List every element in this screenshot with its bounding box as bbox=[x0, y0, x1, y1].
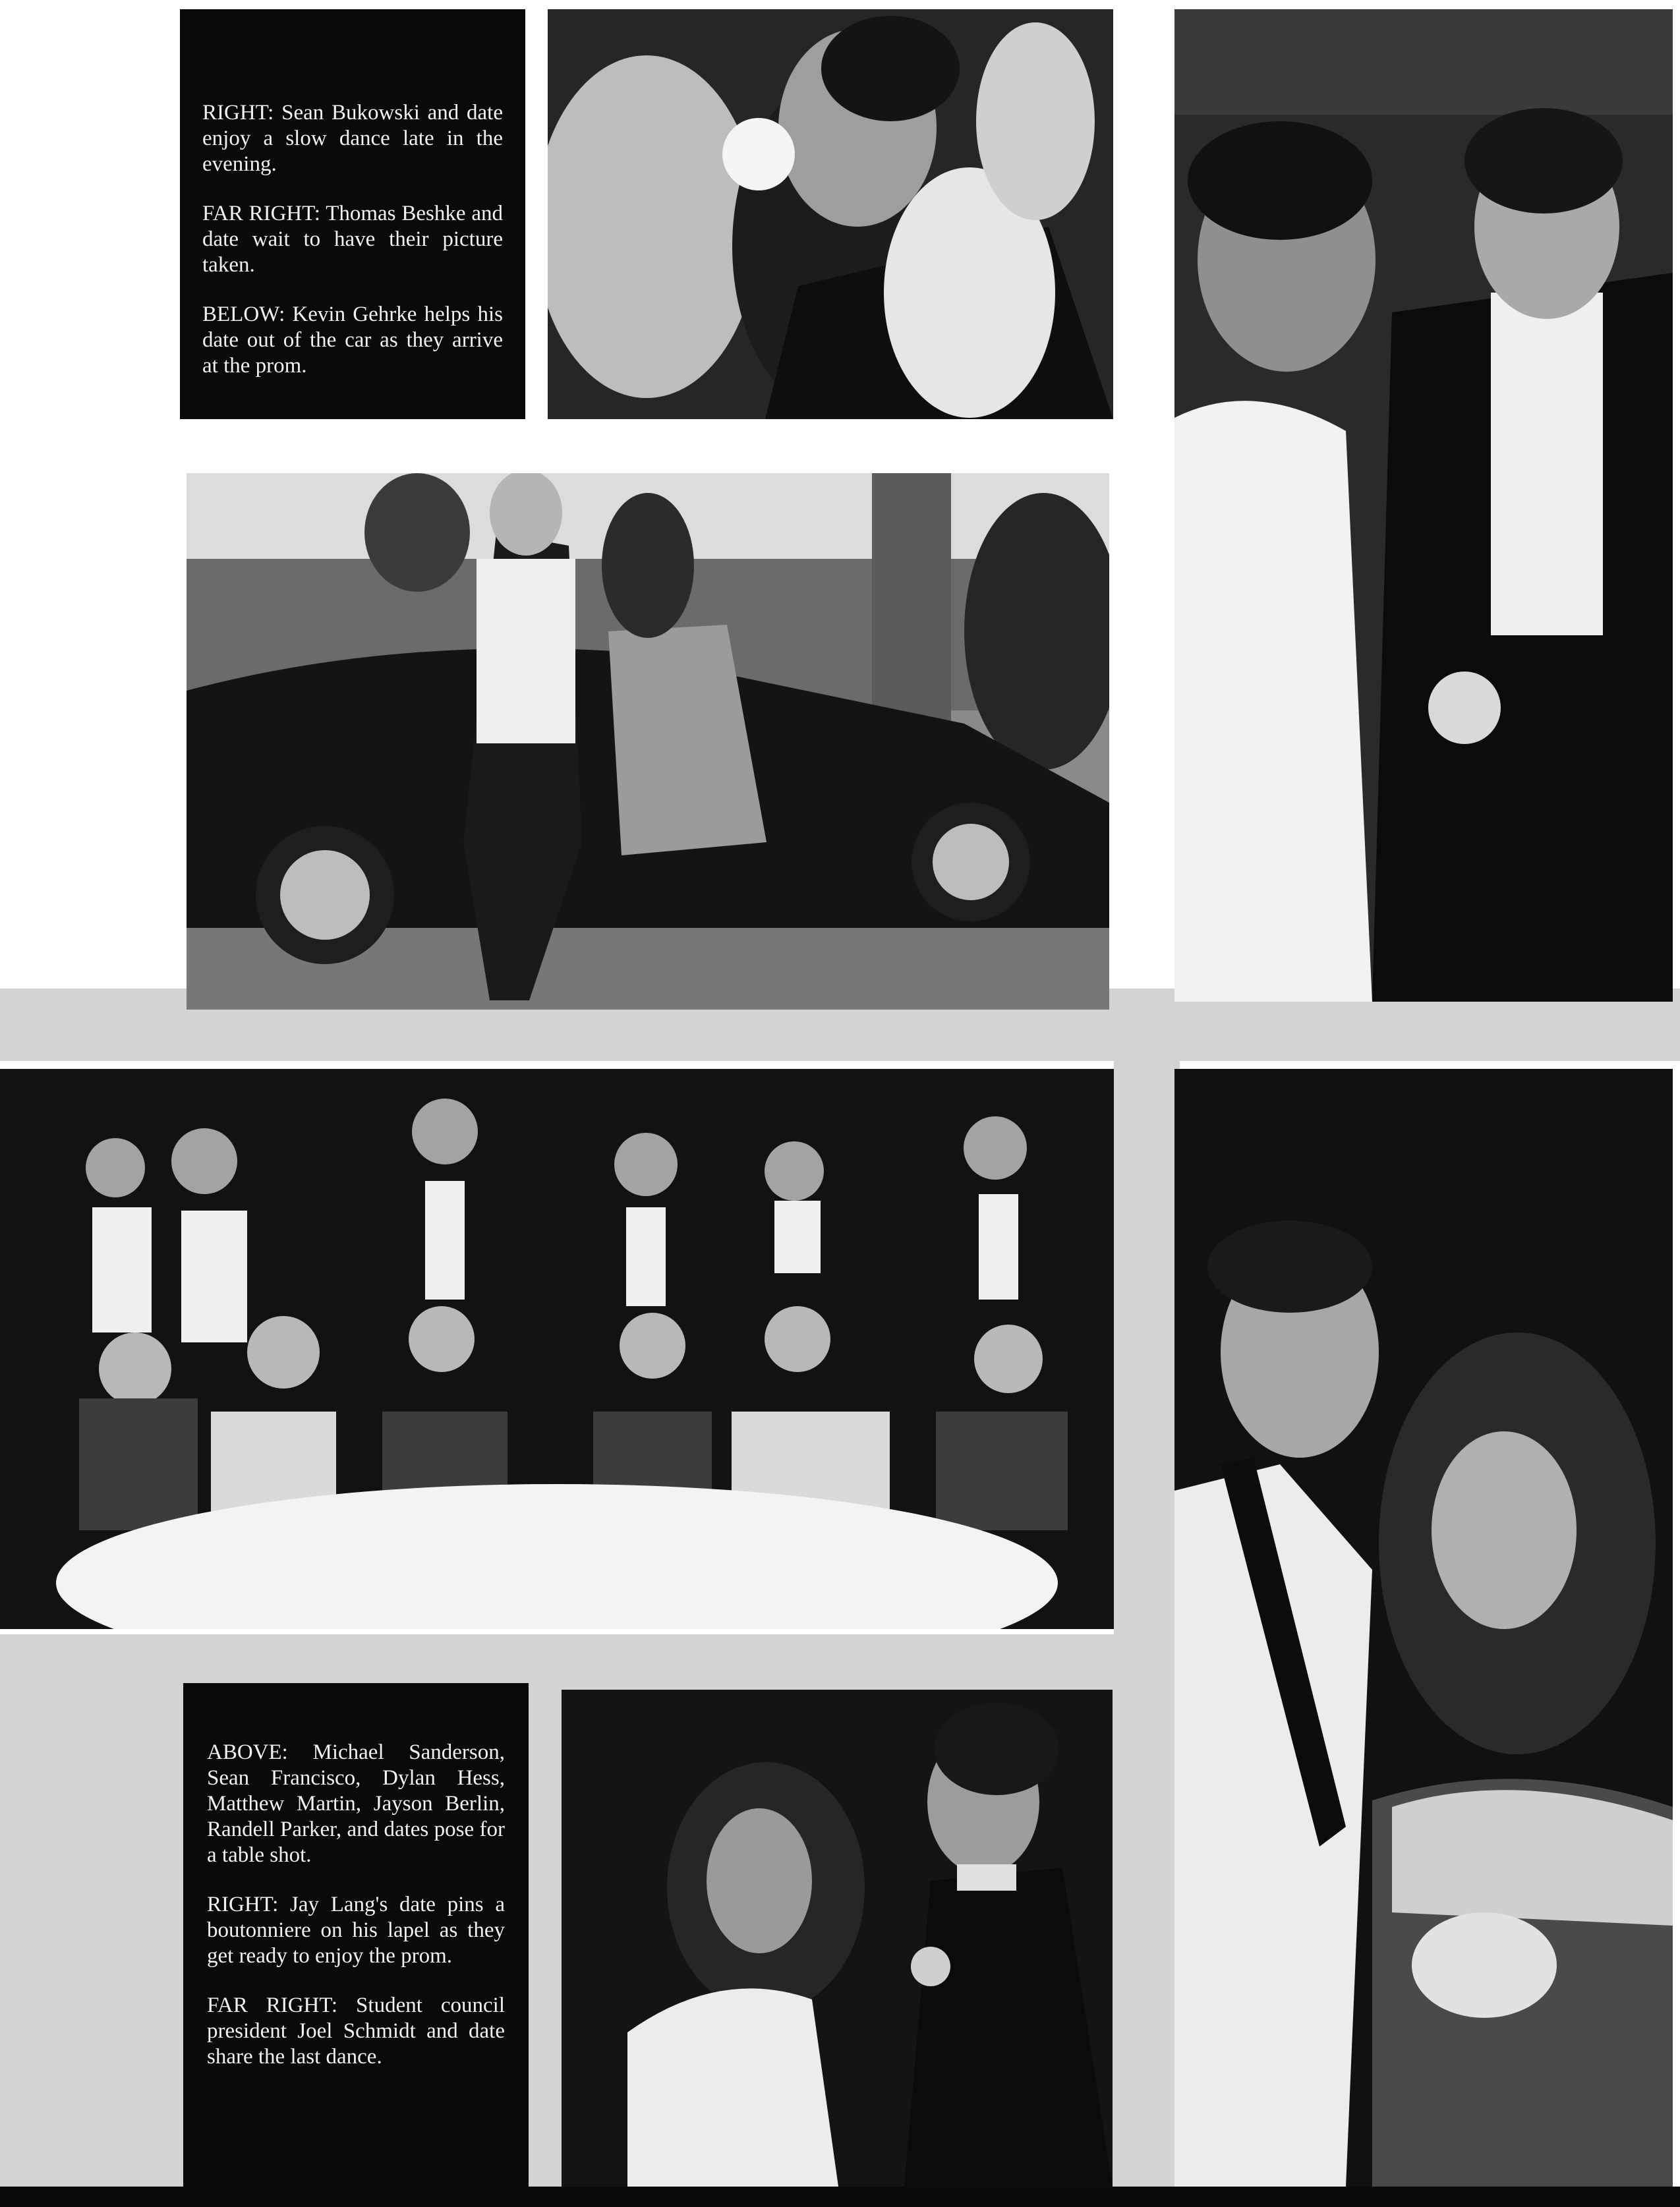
photo-last-dance bbox=[1174, 1069, 1673, 2187]
caption-below-car: BELOW: Kevin Gehrke helps his date out of the car as they arrive at the prom. bbox=[202, 302, 503, 378]
gray-band-vertical bbox=[1114, 989, 1180, 2187]
caption-far-right-picture: FAR RIGHT: Thomas Beshke and date wait to have their picture taken. bbox=[202, 202, 503, 277]
photo-table-shot bbox=[0, 1069, 1114, 1629]
caption-box-bottom bbox=[183, 1683, 529, 2187]
caption-right-slow-dance: RIGHT: Sean Bukowski and date enjoy a slow dance late in the evening. bbox=[202, 101, 503, 176]
caption-far-right-last-dance: FAR RIGHT: Student council president Joel Schmidt and date share the last dance. bbox=[207, 1993, 505, 2069]
photo-waiting-for-picture bbox=[1174, 9, 1673, 1002]
photo-slow-dance bbox=[548, 9, 1113, 419]
photo-boutonniere bbox=[562, 1690, 1113, 2187]
caption-box-top bbox=[180, 9, 525, 419]
bottom-edge-strip bbox=[0, 2187, 1680, 2207]
photo-arriving-car bbox=[187, 473, 1109, 1010]
caption-right-boutonniere: RIGHT: Jay Lang's date pins a boutonniere on his lapel as they get ready to enjoy the prom. bbox=[207, 1893, 505, 1968]
caption-above-table-shot: ABOVE: Michael Sanderson, Sean Francisco, Dylan Hess, Matthew Martin, Jayson Berlin, Randell Parker, and dates pose for a table shot. bbox=[207, 1740, 505, 1867]
